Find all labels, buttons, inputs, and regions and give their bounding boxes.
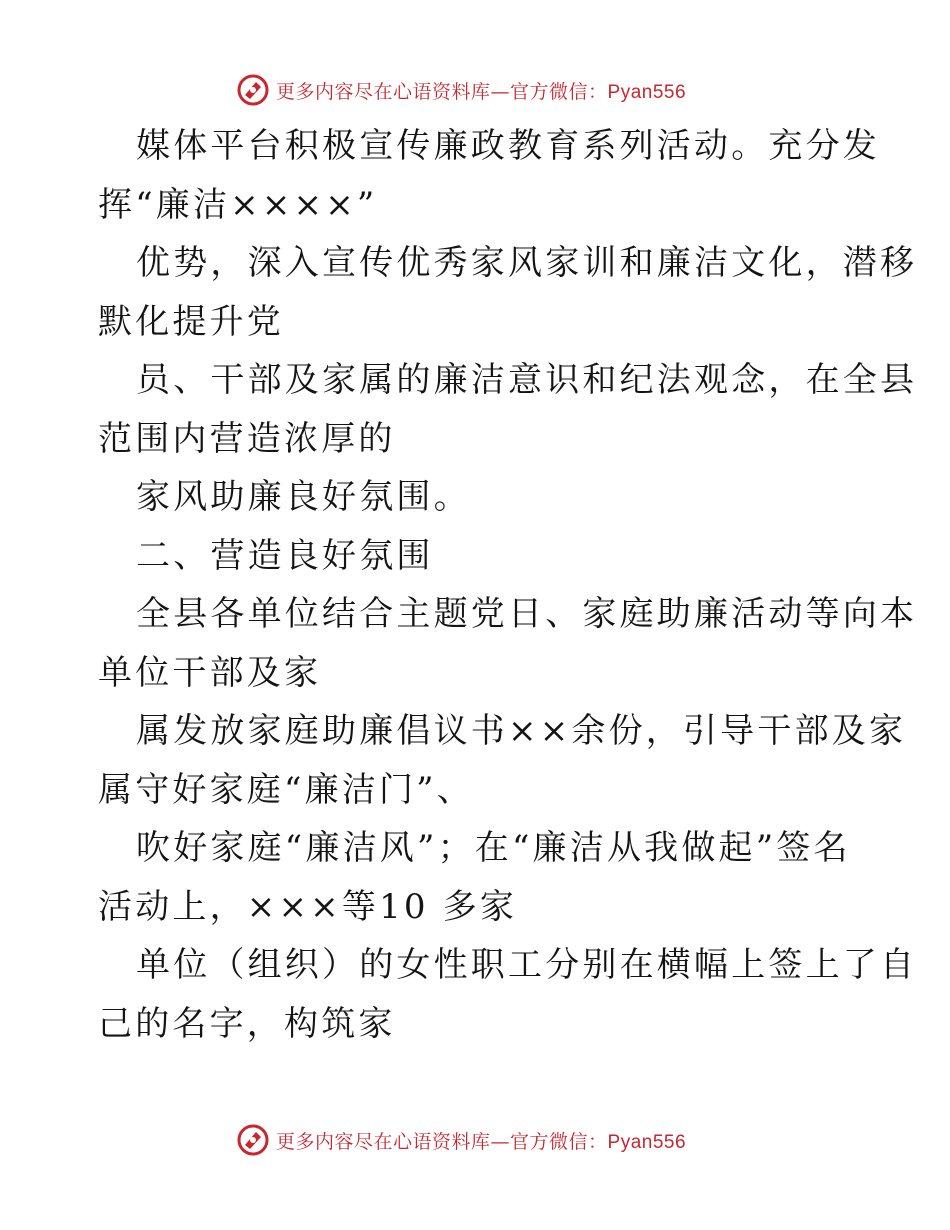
watermark-banner-top [0,70,950,110]
seal-logo-icon [236,1123,270,1157]
paragraph-line: 家风助廉良好氛围。 [136,477,471,517]
watermark-text: 更多内容尽在心语资料库—官方微信：Pyan556 [276,1130,687,1153]
paragraph-line: 己的名字，构筑家 [98,1003,396,1044]
paragraph-line: 活动上，×××等10 多家 [98,886,518,927]
paragraph-line: 属发放家庭助廉倡议书××余份，引导干部及家 [136,711,907,751]
paragraph-line: 挥“廉洁××××” [98,184,378,225]
paragraph-line: 范围内营造浓厚的 [98,418,396,459]
paragraph-line: 单位（组织）的女性职工分别在横幅上签上了自 [136,945,918,985]
paragraph-line: 属守好家庭“廉洁门”、 [98,769,474,810]
watermark-banner-bottom [0,1120,950,1160]
paragraph-line: 优势，深入宣传优秀家风家训和廉洁文化，潜移 [136,243,918,283]
watermark-text: 更多内容尽在心语资料库—官方微信：Pyan556 [276,80,687,103]
paragraph-line: 员、干部及家属的廉洁意识和纪法观念，在全县 [136,360,918,400]
document-body [98,117,918,1053]
section-heading: 二、营造良好氛围 [136,535,434,576]
paragraph-line: 吹好家庭“廉洁风”；在“廉洁从我做起”签名 [136,828,851,868]
paragraph-line: 单位干部及家 [98,652,322,693]
paragraph-line: 默化提升党 [98,301,284,342]
seal-logo-icon [236,73,270,107]
paragraph-line: 全县各单位结合主题党日、家庭助廉活动等向本 [136,594,918,634]
paragraph-line: 媒体平台积极宣传廉政教育系列活动。充分发 [136,126,880,166]
